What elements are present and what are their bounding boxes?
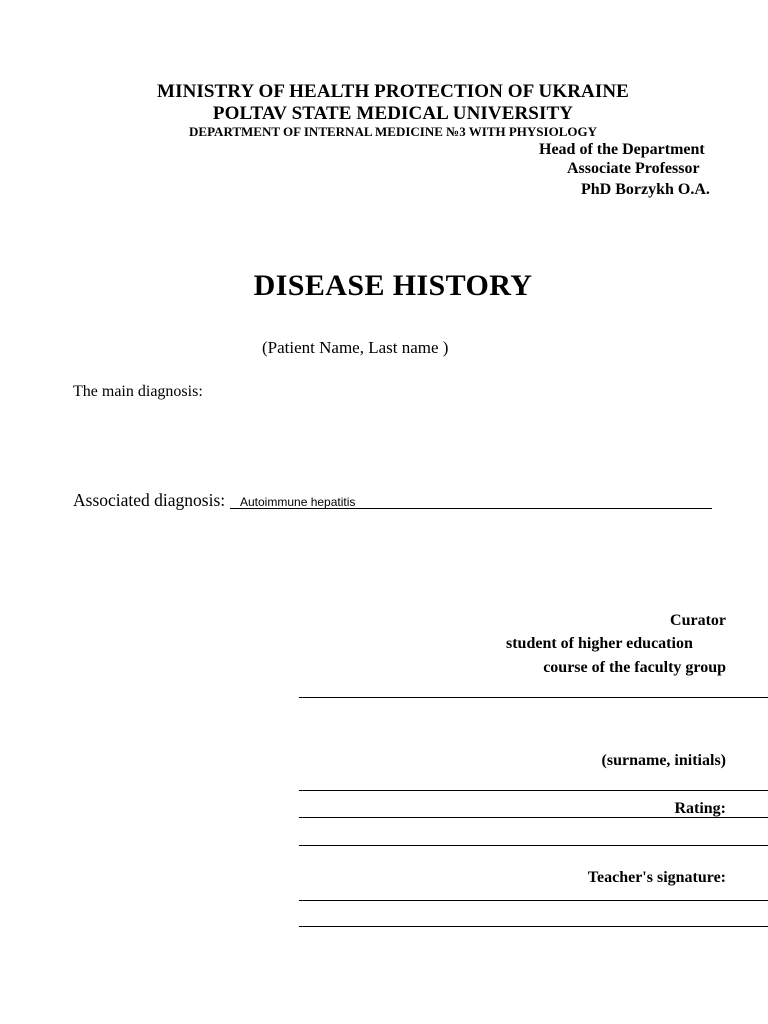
surname-initials-caption: (surname, initials) xyxy=(601,752,726,769)
document-title: DISEASE HISTORY xyxy=(253,269,533,302)
patient-name-placeholder: (Patient Name, Last name ) xyxy=(262,338,449,357)
curator-student-line: student of higher education xyxy=(506,635,693,652)
department-heading: DEPARTMENT OF INTERNAL MEDICINE №3 WITH PHYSIOLOGY xyxy=(189,124,597,139)
teacher-signature-label: Teacher's signature: xyxy=(587,869,726,886)
curator-title: Curator xyxy=(670,612,726,629)
rating-line-secondary xyxy=(299,845,768,846)
signature-line[interactable] xyxy=(299,900,768,901)
approval-head-of-department: Head of the Department xyxy=(539,141,705,158)
rating-line[interactable] xyxy=(299,817,768,818)
associated-diagnosis-underline xyxy=(230,508,712,509)
signature-line-secondary xyxy=(299,926,768,927)
surname-line[interactable] xyxy=(299,790,768,791)
university-heading: POLTAV STATE MEDICAL UNIVERSITY xyxy=(212,103,574,124)
approval-name: PhD Borzykh O.A. xyxy=(581,181,710,198)
main-diagnosis-label: The main diagnosis: xyxy=(73,383,203,400)
rating-label: Rating: xyxy=(674,800,726,817)
associated-diagnosis-label: Associated diagnosis: xyxy=(73,490,226,510)
approval-position: Associate Professor xyxy=(567,160,700,177)
curator-name-line[interactable] xyxy=(299,697,768,698)
associated-diagnosis-value[interactable]: Autoimmune hepatitis xyxy=(240,495,356,509)
curator-course-line: course of the faculty group xyxy=(543,659,726,676)
ministry-heading: MINISTRY OF HEALTH PROTECTION OF UKRAINE xyxy=(157,81,629,102)
